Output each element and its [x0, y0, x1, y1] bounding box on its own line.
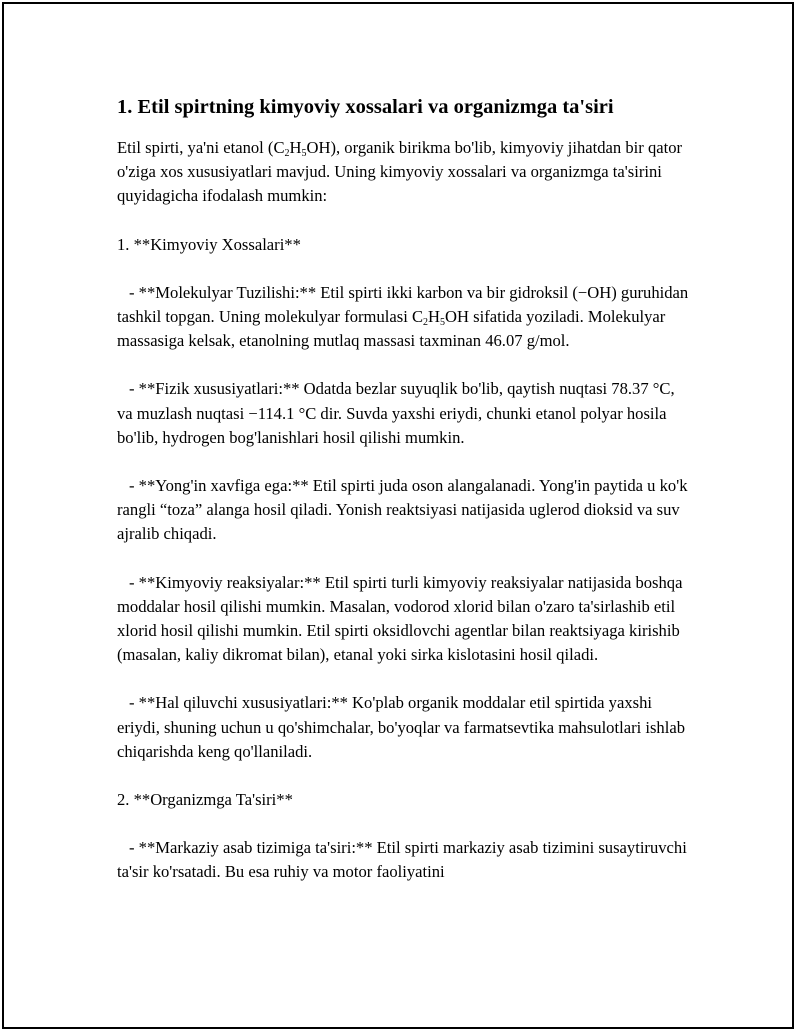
physical-properties-paragraph: - **Fizik xususiyatlari:** Odatda bezlar suyuqlik bo'lib, qaytish nuqtasi 78.37 °C, va muzlash nuqtasi −114.1 °C dir. Suvda yaxshi eriydi, chunki etanol polyar hosila bo'lib, hydrogen bog'lanishlari hosil qilishi mumkin.: [117, 379, 675, 447]
intro-text-end: ), organik birikma bo'lib, kimyoviy jihatdan bir qator o'ziga xos xususiyatlari mavjud. Uning kimyoviy xossalari va organizmga ta'sirini quyidagicha ifodalash mumkin:: [117, 138, 683, 206]
chemical-reactions-paragraph: - **Kimyoviy reaksiyalar:** Etil spirti turli kimyoviy reaksiyalar natijasida boshqa moddalar hosil qilishi mumkin. Masalan, vodorod xlorid bilan o'zaro ta'sirlashib etil xlorid hosil qilishi mumkin. Etil spirti oksidlovchi agentlar bilan reaktsiyaga kirishib (masalan, kaliy dikromat bilan), etanal yoki sirka kislotasini hosil qiladi.: [117, 572, 683, 665]
intro-text-start: Etil spirti, ya'ni etanol (: [117, 138, 274, 157]
fire-hazard-paragraph: - **Yong'in xavfiga ega:** Etil spirti juda oson alangalanadi. Yong'in paytida u ko'k rangli “toza” alanga hosil qiladi. Yonish reaktsiyasi natijasida uglerod dioksid va suv ajralib chiqadi.: [117, 476, 688, 544]
ethanol-formula: $C_2H_5OH$: [273, 138, 331, 159]
document-body: [117, 92, 692, 909]
section-heading-chemical-properties: 1. **Kimyoviy Xossalari**: [117, 234, 301, 254]
document-title: 1. Etil spirtning kimyoviy xossalari va organizmga ta'siri: [117, 96, 614, 118]
cns-effects-paragraph: - **Markaziy asab tizimiga ta'siri:** Etil spirti markaziy asab tizimini susaytiruvchi ta'sir ko'rsatadi. Bu esa ruhiy va motor faoliyatini: [117, 838, 687, 882]
intro-paragraph: [117, 136, 692, 209]
molecular-formula: $C_2H_5OH$: [411, 307, 469, 329]
solvent-properties-paragraph: - **Hal qiluvchi xususiyatlari:** Ko'plab organik moddalar etil spirtida yaxshi eriydi, shuning uchun u qo'shimchalar, bo'yoqlar va farmatsevtika mahsulotlari ishlab chiqarishda keng qo'llaniladi.: [117, 693, 685, 761]
molecular-structure-paragraph: - **Molekulyar Tuzilishi:** Etil spirti ikki karbon va bir gidroksil (−OH) guruhidan tashkil topgan. Uning molekulyar formulasi $C_2H_5OH$ sifatida yoziladi. Molekulyar massasiga kelsak, etanolning mutlaq massasi taxminan 46.07 g/mol.: [117, 282, 689, 351]
section-heading-body-effects: 2. **Organizmga Ta'siri**: [117, 790, 293, 810]
